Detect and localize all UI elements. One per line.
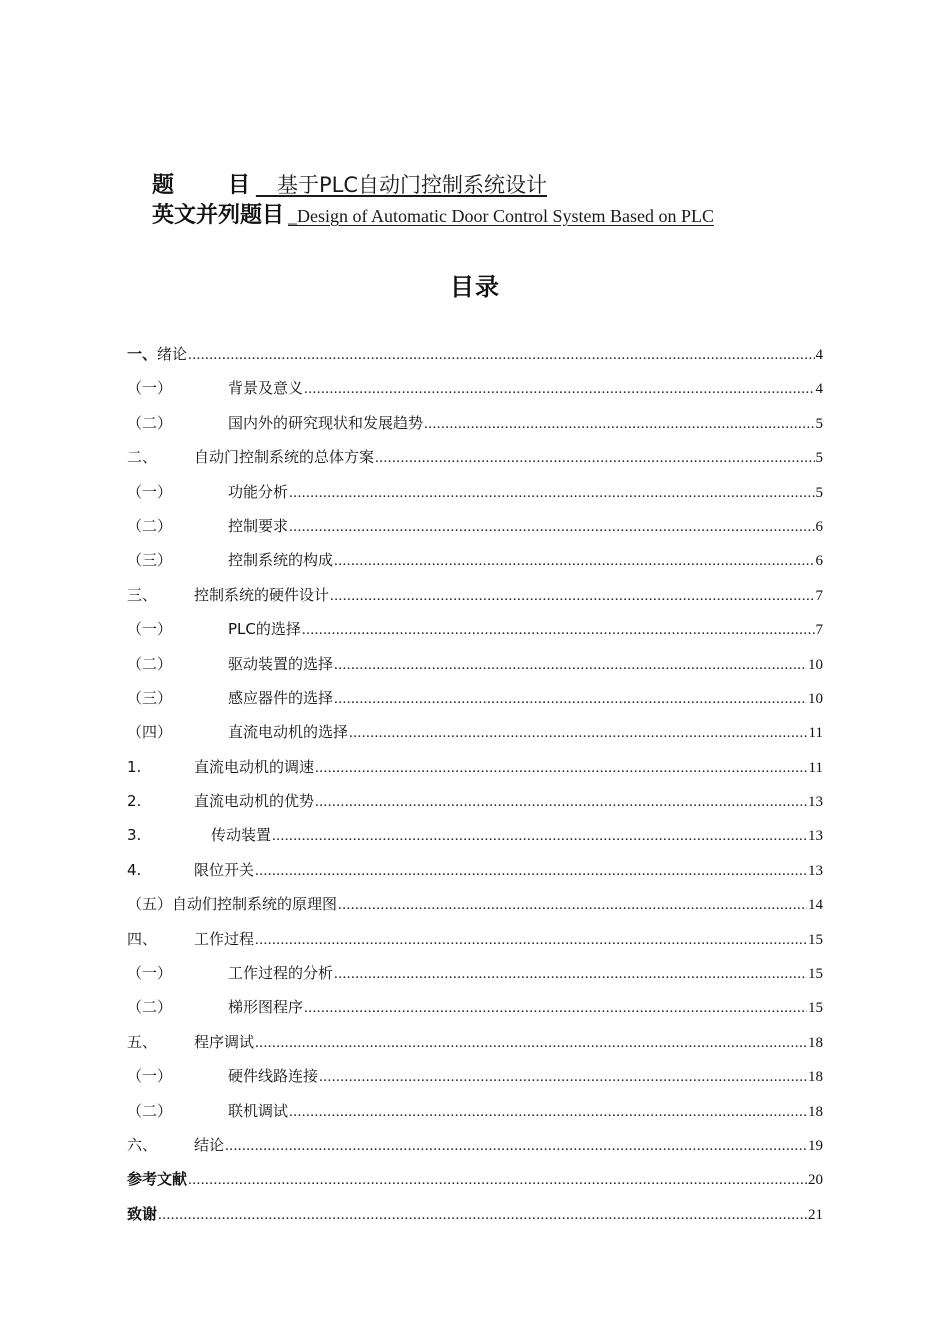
toc-entry[interactable] bbox=[127, 584, 823, 618]
toc-entry[interactable] bbox=[127, 824, 823, 858]
toc-leader-dots bbox=[338, 897, 807, 914]
title-block bbox=[152, 168, 832, 226]
toc-entry-page: 18 bbox=[808, 1103, 823, 1120]
table-of-contents bbox=[127, 343, 823, 1237]
toc-leader-dots bbox=[188, 1172, 807, 1189]
toc-entry-title: 直流电动机的优势 bbox=[194, 792, 315, 811]
toc-leader-dots bbox=[272, 828, 807, 845]
toc-entry-number: （二） bbox=[127, 1101, 173, 1120]
toc-entry[interactable] bbox=[127, 377, 823, 411]
toc-entry-title: 限位开关 bbox=[194, 860, 255, 879]
toc-entry-number: （一） bbox=[127, 620, 173, 639]
toc-entry-title: 结论 bbox=[194, 1135, 225, 1154]
toc-leader-dots bbox=[289, 1104, 807, 1121]
toc-entry-number: （三） bbox=[127, 551, 173, 570]
toc-leader-dots bbox=[330, 588, 814, 605]
toc-entry[interactable] bbox=[127, 687, 823, 721]
toc-entry-title: 控制要求 bbox=[228, 516, 289, 535]
toc-entry-page: 20 bbox=[808, 1172, 823, 1189]
toc-entry-page: 6 bbox=[815, 553, 823, 570]
toc-entry-number: 一、 bbox=[127, 345, 158, 363]
toc-leader-dots bbox=[375, 450, 814, 467]
toc-entry-page: 4 bbox=[815, 381, 823, 398]
toc-entry-title: 背景及意义 bbox=[228, 379, 304, 398]
thesis-title-label-char-1: 题 bbox=[152, 173, 175, 198]
toc-entry-page: 7 bbox=[815, 622, 823, 639]
toc-entry-title: 梯形图程序 bbox=[228, 998, 304, 1017]
toc-entry-title: 控制系统的构成 bbox=[228, 551, 334, 570]
toc-entry-page: 4 bbox=[815, 347, 823, 363]
toc-entry-number: （二） bbox=[127, 516, 173, 535]
toc-entry[interactable] bbox=[127, 893, 823, 927]
toc-entry-title: 联机调试 bbox=[228, 1101, 289, 1120]
toc-entry[interactable] bbox=[127, 618, 823, 652]
toc-entry-page: 5 bbox=[815, 484, 823, 501]
toc-leader-dots bbox=[188, 347, 814, 364]
toc-leader-dots bbox=[225, 1138, 807, 1155]
toc-entry[interactable] bbox=[127, 721, 823, 755]
toc-entry[interactable] bbox=[127, 859, 823, 893]
toc-entry-title: 传动装置 bbox=[211, 826, 272, 845]
thesis-title-label-char-2: 目 bbox=[227, 173, 250, 198]
toc-entry[interactable] bbox=[127, 412, 823, 446]
toc-leader-dots bbox=[315, 760, 808, 777]
toc-entry[interactable] bbox=[127, 1168, 823, 1202]
toc-entry-number: （三） bbox=[127, 688, 173, 707]
toc-entry-number: （二） bbox=[127, 654, 173, 673]
toc-entry-title: 国内外的研究现状和发展趋势 bbox=[228, 413, 424, 432]
toc-entry-title: 驱动装置的选择 bbox=[228, 654, 334, 673]
toc-entry-title: 程序调试 bbox=[194, 1032, 255, 1051]
toc-entry-number: （四） bbox=[127, 723, 173, 742]
english-title-value: _Design of Automatic Door Control System Based on PLC bbox=[288, 206, 714, 226]
toc-entry[interactable] bbox=[127, 1100, 823, 1134]
toc-entry-number: （二） bbox=[127, 998, 173, 1017]
thesis-title-label bbox=[152, 168, 250, 199]
toc-leader-dots bbox=[289, 519, 814, 536]
toc-leader-dots bbox=[315, 794, 807, 811]
toc-entry[interactable] bbox=[127, 481, 823, 515]
toc-entry-page: 7 bbox=[815, 587, 823, 604]
toc-entry[interactable] bbox=[127, 446, 823, 480]
toc-entry-title: 工作过程 bbox=[194, 929, 255, 948]
english-title-label: 英文并列题目 bbox=[152, 203, 285, 228]
toc-entry[interactable] bbox=[127, 756, 823, 790]
toc-entry-number: 五、 bbox=[127, 1032, 158, 1051]
toc-leader-dots bbox=[289, 485, 814, 502]
toc-entry-page: 6 bbox=[815, 518, 823, 535]
toc-entry-number: 2. bbox=[127, 792, 142, 811]
toc-entry[interactable] bbox=[127, 1134, 823, 1168]
toc-entry-page: 19 bbox=[808, 1137, 823, 1154]
toc-entry-page: 15 bbox=[808, 966, 823, 983]
toc-entry-page: 18 bbox=[808, 1069, 823, 1086]
toc-leader-dots bbox=[304, 381, 814, 398]
toc-entry-number: 六、 bbox=[127, 1135, 158, 1154]
toc-entry-page: 13 bbox=[808, 862, 823, 879]
toc-entry-title: 感应器件的选择 bbox=[228, 688, 334, 707]
toc-entry-number: （五） bbox=[127, 895, 173, 914]
toc-leader-dots bbox=[302, 622, 815, 639]
toc-entry[interactable] bbox=[127, 928, 823, 962]
toc-leader-dots bbox=[255, 863, 807, 880]
toc-entry[interactable] bbox=[127, 996, 823, 1030]
toc-entry-title: 致谢 bbox=[127, 1204, 158, 1223]
toc-leader-dots bbox=[255, 1035, 807, 1052]
toc-entry-title: 控制系统的硬件设计 bbox=[194, 585, 330, 604]
toc-entry[interactable] bbox=[127, 653, 823, 687]
toc-entry[interactable] bbox=[127, 1203, 823, 1237]
toc-leader-dots bbox=[424, 416, 814, 433]
toc-entry-number: 3. bbox=[127, 826, 142, 845]
toc-heading: 目录 bbox=[450, 273, 500, 301]
toc-entry-number: 二、 bbox=[127, 448, 158, 467]
toc-entry-number: （一） bbox=[127, 379, 173, 398]
toc-leader-dots bbox=[334, 657, 807, 674]
toc-entry-title: 自动们控制系统的原理图 bbox=[172, 895, 338, 914]
toc-entry-title: 参考文献 bbox=[127, 1170, 188, 1189]
toc-leader-dots bbox=[158, 1207, 807, 1224]
toc-entry-page: 13 bbox=[808, 828, 823, 845]
toc-entry-title: 功能分析 bbox=[228, 482, 289, 501]
toc-entry-page: 14 bbox=[808, 897, 823, 914]
toc-entry[interactable] bbox=[127, 1065, 823, 1099]
toc-leader-dots bbox=[319, 1069, 807, 1086]
toc-entry-page: 11 bbox=[808, 725, 823, 742]
toc-leader-dots bbox=[304, 1000, 807, 1017]
toc-entry-page: 13 bbox=[808, 794, 823, 811]
toc-entry-page: 5 bbox=[815, 450, 823, 467]
toc-leader-dots bbox=[334, 966, 807, 983]
toc-entry-title: 直流电动机的调速 bbox=[194, 757, 315, 776]
toc-entry[interactable] bbox=[127, 1031, 823, 1065]
english-title-row bbox=[152, 198, 832, 226]
thesis-title-row bbox=[152, 168, 832, 198]
toc-entry[interactable] bbox=[127, 962, 823, 996]
toc-entry[interactable] bbox=[127, 549, 823, 583]
toc-entry-number: 三、 bbox=[127, 585, 158, 604]
toc-entry-page: 10 bbox=[808, 656, 823, 673]
toc-entry[interactable] bbox=[127, 790, 823, 824]
toc-entry-number: （一） bbox=[127, 482, 173, 501]
toc-leader-dots bbox=[334, 553, 814, 570]
toc-entry-number: （一） bbox=[127, 1067, 173, 1086]
toc-entry-page: 18 bbox=[808, 1034, 823, 1051]
toc-entry-title: 直流电动机的选择 bbox=[228, 723, 349, 742]
toc-entry-title: 硬件线路连接 bbox=[228, 1067, 319, 1086]
toc-entry-number: 1. bbox=[127, 757, 142, 776]
toc-entry[interactable] bbox=[127, 343, 823, 377]
toc-entry-page: 15 bbox=[808, 1000, 823, 1017]
toc-entry-title: 工作过程的分析 bbox=[228, 964, 334, 983]
toc-entry-title: 绪论 bbox=[157, 345, 188, 363]
toc-leader-dots bbox=[349, 725, 808, 742]
toc-entry-number: （二） bbox=[127, 413, 173, 432]
toc-leader-dots bbox=[255, 932, 807, 949]
toc-entry-title: PLC的选择 bbox=[228, 620, 301, 639]
thesis-title-value: __基于PLC自动门控制系统设计 bbox=[256, 173, 548, 197]
toc-entry-page: 5 bbox=[815, 415, 823, 432]
toc-entry[interactable] bbox=[127, 515, 823, 549]
toc-entry-page: 11 bbox=[808, 759, 823, 776]
toc-entry-title: 自动门控制系统的总体方案 bbox=[194, 448, 375, 467]
toc-entry-number: 四、 bbox=[127, 929, 158, 948]
toc-entry-page: 21 bbox=[808, 1206, 823, 1223]
toc-entry-number: （一） bbox=[127, 964, 173, 983]
toc-leader-dots bbox=[334, 691, 807, 708]
toc-entry-number: 4. bbox=[127, 860, 142, 879]
toc-entry-page: 15 bbox=[808, 931, 823, 948]
toc-entry-page: 10 bbox=[808, 690, 823, 707]
